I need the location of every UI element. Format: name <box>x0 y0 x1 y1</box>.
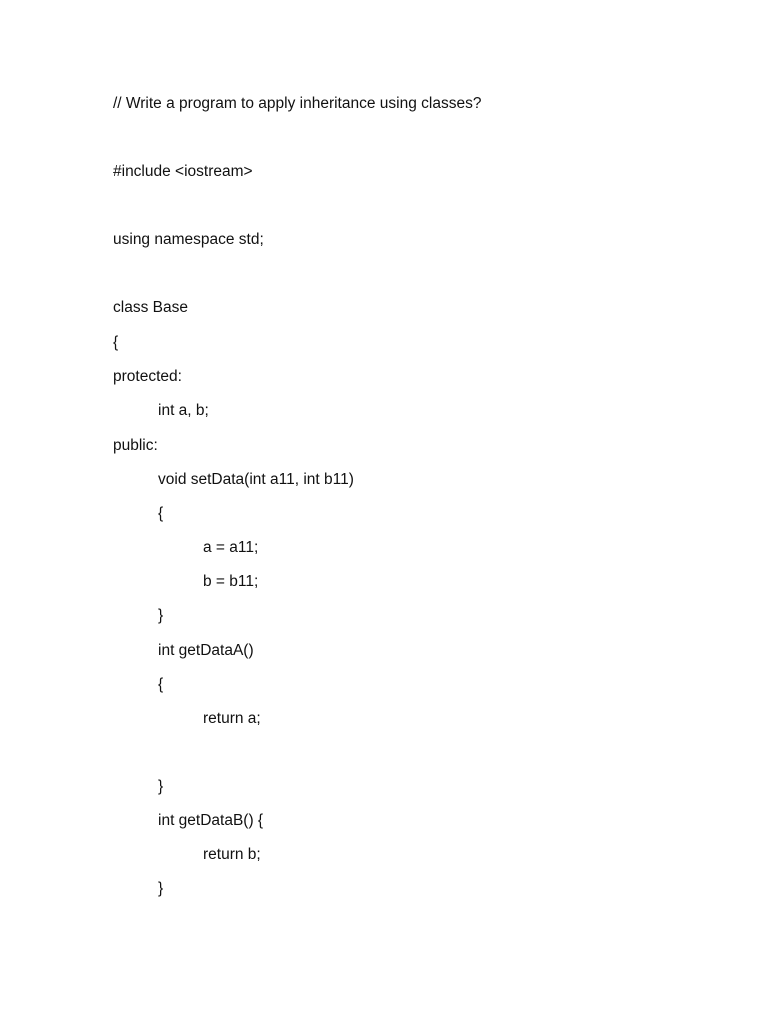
code-line-return-a: return a; <box>203 710 261 727</box>
code-comment: // Write a program to apply inheritance using classes? <box>113 95 482 112</box>
code-line-protected: protected: <box>113 368 182 385</box>
code-line-members: int a, b; <box>158 402 209 419</box>
code-line-brace: } <box>158 607 164 624</box>
code-line-brace: { <box>158 505 164 522</box>
code-line-brace: { <box>158 676 164 693</box>
code-line-assign-a: a = a11; <box>203 539 259 556</box>
code-line-brace: } <box>158 778 164 795</box>
code-line-assign-b: b = b11; <box>203 573 259 590</box>
code-line-return-b: return b; <box>203 846 261 863</box>
code-line-setdata: void setData(int a11, int b11) <box>158 471 354 488</box>
code-line-include: #include <iostream> <box>113 163 253 180</box>
code-line-getdatab: int getDataB() { <box>158 812 264 829</box>
code-line-getdataa: int getDataA() <box>158 642 254 659</box>
code-line-public: public: <box>113 437 158 454</box>
code-line-brace: } <box>158 880 164 897</box>
code-line-brace: { <box>113 334 119 351</box>
code-line-namespace: using namespace std; <box>113 231 264 248</box>
code-line-class: class Base <box>113 299 188 316</box>
